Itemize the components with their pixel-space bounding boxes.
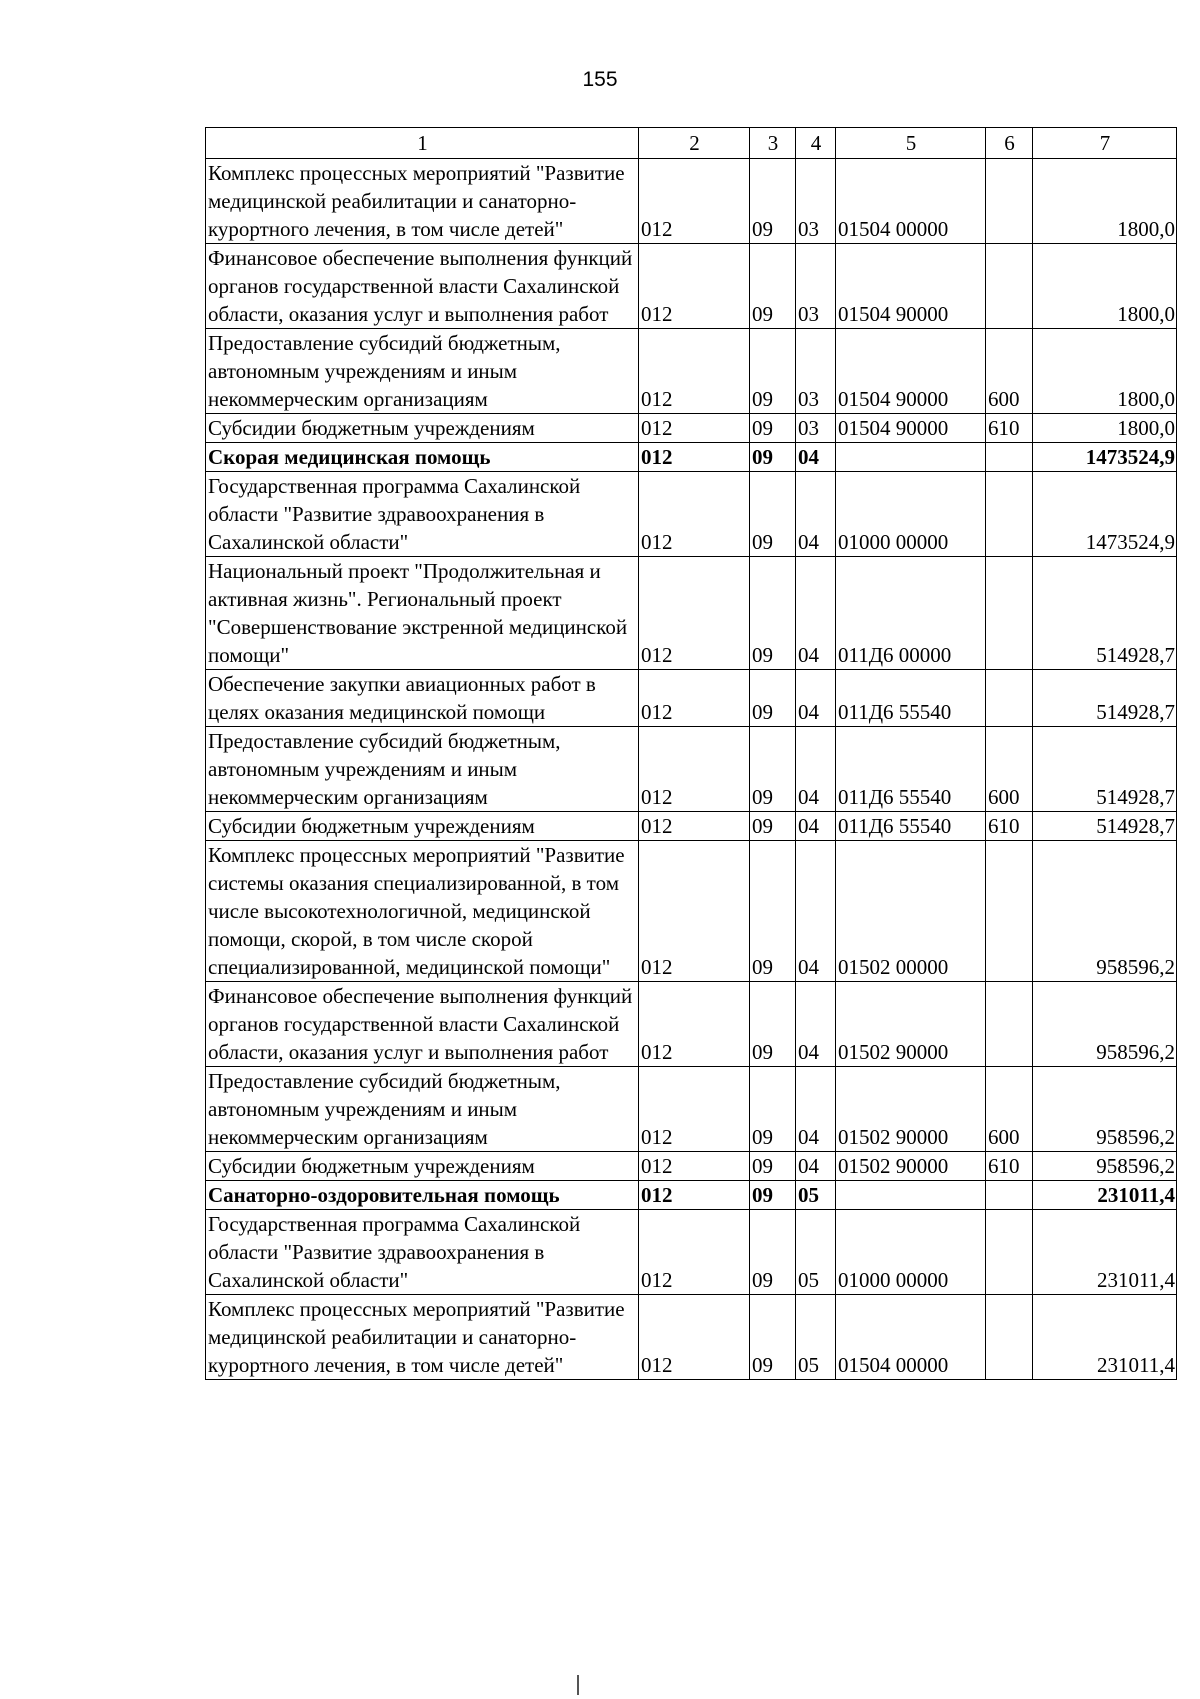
table-row — [206, 557, 1177, 670]
header-cell: 4 — [796, 128, 836, 159]
row-ved-cell: 012 — [639, 472, 750, 557]
row-ved-cell: 012 — [639, 670, 750, 727]
row-target-article-cell: 01000 00000 — [836, 472, 986, 557]
row-amount-cell: 1800,0 — [1033, 329, 1177, 414]
row-amount-cell: 231011,4 — [1033, 1181, 1177, 1210]
table-row — [206, 1067, 1177, 1152]
row-target-article-cell: 01504 90000 — [836, 244, 986, 329]
row-section-cell: 09 — [750, 1152, 796, 1181]
row-ved-cell: 012 — [639, 159, 750, 244]
row-name-cell: Предоставление субсидий бюджетным, автономным учреждениям и иным некоммерческим организациям — [206, 1067, 639, 1152]
row-expense-type-cell: 600 — [986, 727, 1033, 812]
row-ved-cell: 012 — [639, 1152, 750, 1181]
row-ved-cell: 012 — [639, 1210, 750, 1295]
row-section-cell: 09 — [750, 557, 796, 670]
table-row — [206, 1181, 1177, 1210]
row-section-cell: 09 — [750, 812, 796, 841]
header-cell: 2 — [639, 128, 750, 159]
row-amount-cell: 958596,2 — [1033, 982, 1177, 1067]
budget-table — [205, 127, 1177, 1380]
header-cell: 5 — [836, 128, 986, 159]
row-subsection-cell: 03 — [796, 329, 836, 414]
row-subsection-cell: 04 — [796, 841, 836, 982]
row-ved-cell: 012 — [639, 727, 750, 812]
table-row — [206, 244, 1177, 329]
row-expense-type-cell — [986, 1210, 1033, 1295]
row-name-cell: Обеспечение закупки авиационных работ в целях оказания медицинской помощи — [206, 670, 639, 727]
row-target-article-cell: 011Д6 55540 — [836, 727, 986, 812]
header-row — [206, 128, 1177, 159]
row-ved-cell: 012 — [639, 1295, 750, 1380]
row-amount-cell: 231011,4 — [1033, 1295, 1177, 1380]
row-subsection-cell: 03 — [796, 414, 836, 443]
page-number: 155 — [582, 68, 618, 91]
row-name-cell: Субсидии бюджетным учреждениям — [206, 812, 639, 841]
row-name-cell: Комплекс процессных мероприятий "Развитие медицинской реабилитации и санаторно-курортного лечения, в том числе детей" — [206, 1295, 639, 1380]
row-expense-type-cell — [986, 670, 1033, 727]
row-amount-cell: 1473524,9 — [1033, 443, 1177, 472]
row-section-cell: 09 — [750, 841, 796, 982]
row-amount-cell: 514928,7 — [1033, 670, 1177, 727]
table-row — [206, 982, 1177, 1067]
row-target-article-cell: 011Д6 55540 — [836, 812, 986, 841]
row-name-cell: Субсидии бюджетным учреждениям — [206, 1152, 639, 1181]
row-name-cell: Предоставление субсидий бюджетным, автономным учреждениям и иным некоммерческим организациям — [206, 329, 639, 414]
table-row — [206, 727, 1177, 812]
row-target-article-cell: 01502 90000 — [836, 1152, 986, 1181]
row-target-article-cell: 01504 00000 — [836, 159, 986, 244]
row-section-cell: 09 — [750, 1181, 796, 1210]
table-row — [206, 329, 1177, 414]
row-amount-cell: 231011,4 — [1033, 1210, 1177, 1295]
row-name-cell: Предоставление субсидий бюджетным, автономным учреждениям и иным некоммерческим организациям — [206, 727, 639, 812]
row-section-cell: 09 — [750, 414, 796, 443]
row-section-cell: 09 — [750, 472, 796, 557]
row-subsection-cell: 05 — [796, 1210, 836, 1295]
row-subsection-cell: 05 — [796, 1295, 836, 1380]
row-target-article-cell: 01504 00000 — [836, 1295, 986, 1380]
row-expense-type-cell — [986, 1181, 1033, 1210]
row-name-cell: Скорая медицинская помощь — [206, 443, 639, 472]
row-amount-cell: 1473524,9 — [1033, 472, 1177, 557]
row-expense-type-cell — [986, 557, 1033, 670]
table-row — [206, 812, 1177, 841]
row-target-article-cell: 01504 90000 — [836, 329, 986, 414]
row-subsection-cell: 04 — [796, 982, 836, 1067]
row-ved-cell: 012 — [639, 329, 750, 414]
table-row — [206, 159, 1177, 244]
row-subsection-cell: 04 — [796, 670, 836, 727]
row-target-article-cell: 011Д6 55540 — [836, 670, 986, 727]
row-subsection-cell: 04 — [796, 812, 836, 841]
row-subsection-cell: 05 — [796, 1181, 836, 1210]
row-subsection-cell: 04 — [796, 557, 836, 670]
row-name-cell: Комплекс процессных мероприятий "Развитие системы оказания специализированной, в том числе высокотехнологичной, медицинской помощи, скорой, в том числе скорой специализированной, медицинской помощи" — [206, 841, 639, 982]
row-expense-type-cell: 600 — [986, 1067, 1033, 1152]
row-amount-cell: 514928,7 — [1033, 727, 1177, 812]
row-ved-cell: 012 — [639, 414, 750, 443]
row-expense-type-cell: 610 — [986, 1152, 1033, 1181]
row-section-cell: 09 — [750, 329, 796, 414]
row-expense-type-cell — [986, 472, 1033, 557]
row-section-cell: 09 — [750, 727, 796, 812]
row-subsection-cell: 04 — [796, 1152, 836, 1181]
header-cell: 1 — [206, 128, 639, 159]
table-row — [206, 1295, 1177, 1380]
row-section-cell: 09 — [750, 244, 796, 329]
row-expense-type-cell — [986, 443, 1033, 472]
row-expense-type-cell: 610 — [986, 812, 1033, 841]
row-target-article-cell — [836, 443, 986, 472]
row-target-article-cell: 01000 00000 — [836, 1210, 986, 1295]
header-cell: 7 — [1033, 128, 1177, 159]
row-name-cell: Комплекс процессных мероприятий "Развитие медицинской реабилитации и санаторно-курортного лечения, в том числе детей" — [206, 159, 639, 244]
row-target-article-cell: 011Д6 00000 — [836, 557, 986, 670]
row-target-article-cell: 01502 00000 — [836, 841, 986, 982]
row-amount-cell: 514928,7 — [1033, 557, 1177, 670]
row-ved-cell: 012 — [639, 982, 750, 1067]
header-cell: 6 — [986, 128, 1033, 159]
row-amount-cell: 958596,2 — [1033, 841, 1177, 982]
row-name-cell: Санаторно-оздоровительная помощь — [206, 1181, 639, 1210]
row-section-cell: 09 — [750, 982, 796, 1067]
row-amount-cell: 1800,0 — [1033, 414, 1177, 443]
row-ved-cell: 012 — [639, 557, 750, 670]
row-expense-type-cell — [986, 159, 1033, 244]
table-row — [206, 414, 1177, 443]
row-section-cell: 09 — [750, 1067, 796, 1152]
row-section-cell: 09 — [750, 159, 796, 244]
row-name-cell: Государственная программа Сахалинской области "Развитие здравоохранения в Сахалинской области" — [206, 1210, 639, 1295]
row-subsection-cell: 04 — [796, 727, 836, 812]
row-amount-cell: 958596,2 — [1033, 1152, 1177, 1181]
scan-mark — [577, 1675, 579, 1695]
row-subsection-cell: 04 — [796, 1067, 836, 1152]
row-ved-cell: 012 — [639, 841, 750, 982]
row-target-article-cell: 01504 90000 — [836, 414, 986, 443]
row-ved-cell: 012 — [639, 1181, 750, 1210]
row-subsection-cell: 04 — [796, 472, 836, 557]
header-cell: 3 — [750, 128, 796, 159]
row-section-cell: 09 — [750, 443, 796, 472]
table-body — [206, 159, 1177, 1380]
row-subsection-cell: 03 — [796, 159, 836, 244]
row-section-cell: 09 — [750, 1295, 796, 1380]
row-ved-cell: 012 — [639, 1067, 750, 1152]
table-row — [206, 1152, 1177, 1181]
row-amount-cell: 1800,0 — [1033, 159, 1177, 244]
row-subsection-cell: 04 — [796, 443, 836, 472]
row-amount-cell: 958596,2 — [1033, 1067, 1177, 1152]
row-ved-cell: 012 — [639, 812, 750, 841]
row-amount-cell: 514928,7 — [1033, 812, 1177, 841]
row-expense-type-cell: 610 — [986, 414, 1033, 443]
row-section-cell: 09 — [750, 1210, 796, 1295]
table-row — [206, 841, 1177, 982]
row-name-cell: Финансовое обеспечение выполнения функций органов государственной власти Сахалинской области, оказания услуг и выполнения работ — [206, 982, 639, 1067]
row-expense-type-cell — [986, 982, 1033, 1067]
row-target-article-cell: 01502 90000 — [836, 982, 986, 1067]
row-subsection-cell: 03 — [796, 244, 836, 329]
row-name-cell: Национальный проект "Продолжительная и активная жизнь". Региональный проект "Совершенствование экстренной медицинской помощи" — [206, 557, 639, 670]
row-section-cell: 09 — [750, 670, 796, 727]
row-target-article-cell — [836, 1181, 986, 1210]
row-ved-cell: 012 — [639, 244, 750, 329]
table-row — [206, 1210, 1177, 1295]
row-expense-type-cell — [986, 841, 1033, 982]
row-expense-type-cell: 600 — [986, 329, 1033, 414]
row-expense-type-cell — [986, 244, 1033, 329]
table-row — [206, 472, 1177, 557]
row-name-cell: Финансовое обеспечение выполнения функций органов государственной власти Сахалинской области, оказания услуг и выполнения работ — [206, 244, 639, 329]
row-target-article-cell: 01502 90000 — [836, 1067, 986, 1152]
row-amount-cell: 1800,0 — [1033, 244, 1177, 329]
table-row — [206, 443, 1177, 472]
row-expense-type-cell — [986, 1295, 1033, 1380]
table-row — [206, 670, 1177, 727]
row-ved-cell: 012 — [639, 443, 750, 472]
row-name-cell: Государственная программа Сахалинской области "Развитие здравоохранения в Сахалинской области" — [206, 472, 639, 557]
row-name-cell: Субсидии бюджетным учреждениям — [206, 414, 639, 443]
